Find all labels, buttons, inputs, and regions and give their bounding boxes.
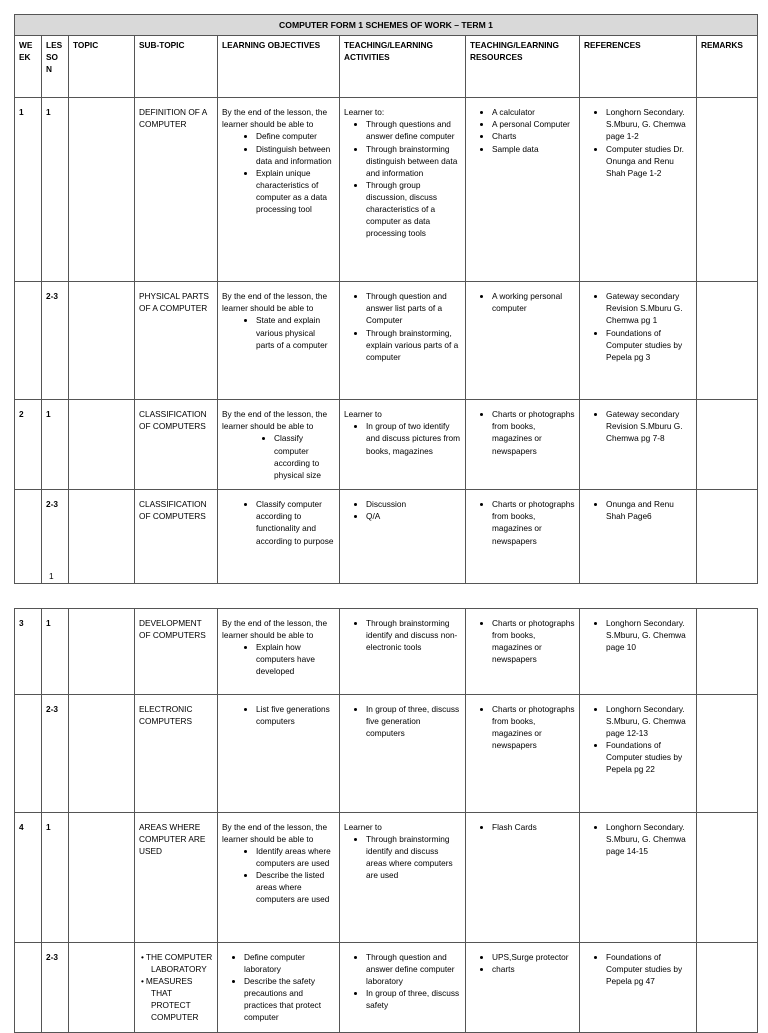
objectives-intro: By the end of the lesson, the learner should be able to (222, 291, 328, 314)
activity-item: • Through question and answer list parts of a Computer (366, 290, 461, 326)
page-1 (14, 14, 757, 584)
objectives-cell (218, 813, 340, 943)
objectives-cell (218, 98, 340, 282)
activity-item: • Through group discussion, discuss characteristics of a computer as data processing tools (366, 179, 461, 239)
topic-cell (69, 813, 135, 943)
activity-item: • Q/A (366, 510, 461, 522)
objective-item: • Classify computer according to functionality and according to purpose (256, 498, 335, 546)
page-number: 1 (49, 571, 54, 581)
resources-cell (466, 490, 580, 584)
activities-cell (340, 400, 466, 490)
header-resources: TEACHING/LEARNING RESOURCES (466, 36, 580, 98)
references-cell (580, 813, 697, 943)
activity-item: • In group of three, discuss five generation computers (366, 703, 461, 739)
subtopic-cell (135, 943, 218, 1033)
activity-item: • Through brainstorming identify and discuss areas where computers are used (366, 833, 461, 881)
subtopic-item: • THE COMPUTER LABORATORY (141, 951, 213, 975)
objective-item: • List five generations computers (256, 703, 335, 727)
reference-item: • Longhorn Secondary. S.Mburu, G. Chemwa page 10 (606, 617, 692, 653)
reference-item: • Gateway secondary Revision S.Mburu G. Chemwa pg 1 (606, 290, 692, 326)
resources-cell (466, 943, 580, 1033)
objectives-intro: By the end of the lesson, the learner should be able to (222, 107, 328, 130)
resources-cell (466, 813, 580, 943)
reference-item: • Foundations of Computer studies by Pepela pg 22 (606, 739, 692, 775)
remarks-cell (697, 490, 758, 584)
remarks-cell (697, 400, 758, 490)
reference-item: • Longhorn Secondary. S.Mburu, G. Chemwa page 14-15 (606, 821, 692, 857)
subtopic-item: • MEASURES THAT PROTECT COMPUTER (141, 975, 213, 1023)
resources-cell (466, 98, 580, 282)
activities-intro: Learner to (344, 822, 382, 832)
week-cell: 1 (15, 98, 42, 282)
objective-item: • Define computer (256, 130, 335, 142)
week-cell: 3 (15, 609, 42, 695)
objective-item: • Define computer laboratory (244, 951, 335, 975)
topic-cell (69, 98, 135, 282)
remarks-cell (697, 282, 758, 400)
table-row (15, 943, 758, 1033)
references-cell (580, 400, 697, 490)
references-cell (580, 98, 697, 282)
header-row (15, 36, 758, 98)
week-cell: 4 (15, 813, 42, 943)
resource-item: • Charts or photographs from books, magazines or newspapers (492, 408, 575, 456)
lesson-cell: 1 (42, 609, 69, 695)
week-cell (15, 490, 42, 584)
resource-item: • UPS,Surge protector (492, 951, 575, 963)
lesson-cell: 1 (42, 98, 69, 282)
header-lesson: LES SO N (42, 36, 69, 98)
lesson-cell: 1 (42, 813, 69, 943)
resource-item: • Sample data (492, 143, 575, 155)
lesson-cell: 1 (42, 400, 69, 490)
objectives-cell (218, 490, 340, 584)
activities-cell (340, 98, 466, 282)
lesson-cell: 2-3 (42, 695, 69, 813)
resource-item: • A working personal computer (492, 290, 575, 314)
objectives-cell (218, 943, 340, 1033)
activities-cell (340, 943, 466, 1033)
page-2 (14, 608, 757, 1033)
subtopic-cell: ELECTRONIC COMPUTERS (135, 695, 218, 813)
week-cell (15, 695, 42, 813)
objective-item: • State and explain various physical parts of a computer (256, 314, 335, 350)
activity-item: • In group of two identify and discuss pictures from books, magazines (366, 420, 461, 456)
objective-item: • Distinguish between data and information (256, 143, 335, 167)
resource-item: • Charts or photographs from books, magazines or newspapers (492, 703, 575, 751)
activity-item: • Through questions and answer define computer (366, 118, 461, 142)
scheme-table-page-1 (14, 14, 758, 584)
activity-item: • Discussion (366, 498, 461, 510)
reference-item: • Foundations of Computer studies by Pepela pg 47 (606, 951, 692, 987)
resource-item: • Flash Cards (492, 821, 575, 833)
document-title: COMPUTER FORM 1 SCHEMES OF WORK – TERM 1 (15, 15, 758, 36)
subtopic-cell: PHYSICAL PARTS OF A COMPUTER (135, 282, 218, 400)
header-activities: TEACHING/LEARNING ACTIVITIES (340, 36, 466, 98)
subtopic-cell: CLASSIFICATION OF COMPUTERS (135, 490, 218, 584)
references-cell (580, 282, 697, 400)
topic-cell (69, 282, 135, 400)
objective-item: • Identify areas where computers are used (256, 845, 335, 869)
objective-item: • Classify computer according to physical size (274, 432, 335, 480)
lesson-cell: 2-3 (42, 943, 69, 1033)
activity-item: • Through brainstorming identify and discuss non-electronic tools (366, 617, 461, 653)
table-row (15, 282, 758, 400)
activities-cell (340, 813, 466, 943)
references-cell (580, 943, 697, 1033)
table-row (15, 490, 758, 584)
activities-intro: Learner to (344, 409, 382, 420)
table-row (15, 98, 758, 282)
header-references: REFERENCES (580, 36, 697, 98)
activity-item: • Through brainstorming distinguish between data and information (366, 143, 461, 179)
reference-item: • Longhorn Secondary. S.Mburu, G. Chemwa page 12-13 (606, 703, 692, 739)
header-remarks: REMARKS (697, 36, 758, 98)
reference-item: • Longhorn Secondary. S.Mburu, G. Chemwa page 1-2 (606, 106, 692, 142)
remarks-cell (697, 943, 758, 1033)
header-week: WE EK (15, 36, 42, 98)
activity-item: • Through question and answer define computer laboratory (366, 951, 461, 987)
remarks-cell (697, 98, 758, 282)
objective-item: • Describe the listed areas where computers are used (256, 869, 335, 905)
lesson-cell: 2-3 (42, 282, 69, 400)
reference-item: • Computer studies Dr. Onunga and Renu Shah Page 1-2 (606, 143, 692, 179)
resource-item: • charts (492, 963, 575, 975)
lesson-cell: 2-3 (42, 490, 69, 584)
subtopic-cell: DEFINITION OF A COMPUTER (135, 98, 218, 282)
resource-item: • A personal Computer (492, 118, 575, 130)
reference-item: • Gateway secondary Revision S.Mburu G. Chemwa pg 7-8 (606, 408, 692, 444)
subtopic-cell: DEVELOPMENT OF COMPUTERS (135, 609, 218, 695)
header-topic: TOPIC (69, 36, 135, 98)
resource-item: • Charts (492, 130, 575, 142)
topic-cell (69, 400, 135, 490)
resources-cell (466, 400, 580, 490)
topic-cell (69, 695, 135, 813)
table-row (15, 813, 758, 943)
header-subtopic: SUB-TOPIC (135, 36, 218, 98)
table-row (15, 695, 758, 813)
activities-cell (340, 490, 466, 584)
resource-item: • A calculator (492, 106, 575, 118)
activities-cell (340, 609, 466, 695)
objectives-cell (218, 282, 340, 400)
activities-cell (340, 282, 466, 400)
resources-cell (466, 695, 580, 813)
references-cell (580, 695, 697, 813)
activities-intro: Learner to: (344, 107, 385, 118)
subtopic-cell: AREAS WHERE COMPUTER ARE USED (135, 813, 218, 943)
objectives-intro: By the end of the lesson, the learner should be able to (222, 618, 328, 641)
objectives-intro: By the end of the lesson, the learner should be able to (222, 409, 328, 432)
remarks-cell (697, 813, 758, 943)
resource-item: • Charts or photographs from books, magazines or newspapers (492, 617, 575, 665)
remarks-cell (697, 609, 758, 695)
subtopic-cell: CLASSIFICATION OF COMPUTERS (135, 400, 218, 490)
resource-item: • Charts or photographs from books, magazines or newspapers (492, 498, 575, 546)
reference-item: • Foundations of Computer studies by Pepela pg 3 (606, 327, 692, 363)
scheme-table-page-2 (14, 608, 758, 1033)
objectives-cell (218, 695, 340, 813)
references-cell (580, 490, 697, 584)
topic-cell (69, 943, 135, 1033)
table-row (15, 400, 758, 490)
objective-item: • Explain how computers have developed (256, 641, 335, 677)
week-cell (15, 943, 42, 1033)
objectives-intro: By the end of the lesson, the learner should be able to (222, 822, 328, 845)
week-cell: 2 (15, 400, 42, 490)
header-objectives: LEARNING OBJECTIVES (218, 36, 340, 98)
reference-item: • Onunga and Renu Shah Page6 (606, 498, 692, 522)
activity-item: • Through brainstorming, explain various parts of a computer (366, 327, 461, 363)
objectives-cell (218, 609, 340, 695)
table-row (15, 609, 758, 695)
activity-item: • In group of three, discuss safety (366, 987, 461, 1011)
remarks-cell (697, 695, 758, 813)
objective-item: • Describe the safety precautions and practices that protect computer (244, 975, 335, 1023)
objective-item: • Explain unique characteristics of computer as a data processing tool (256, 167, 335, 215)
resources-cell (466, 282, 580, 400)
activities-cell (340, 695, 466, 813)
week-cell (15, 282, 42, 400)
topic-cell (69, 490, 135, 584)
resources-cell (466, 609, 580, 695)
topic-cell (69, 609, 135, 695)
objectives-cell (218, 400, 340, 490)
references-cell (580, 609, 697, 695)
